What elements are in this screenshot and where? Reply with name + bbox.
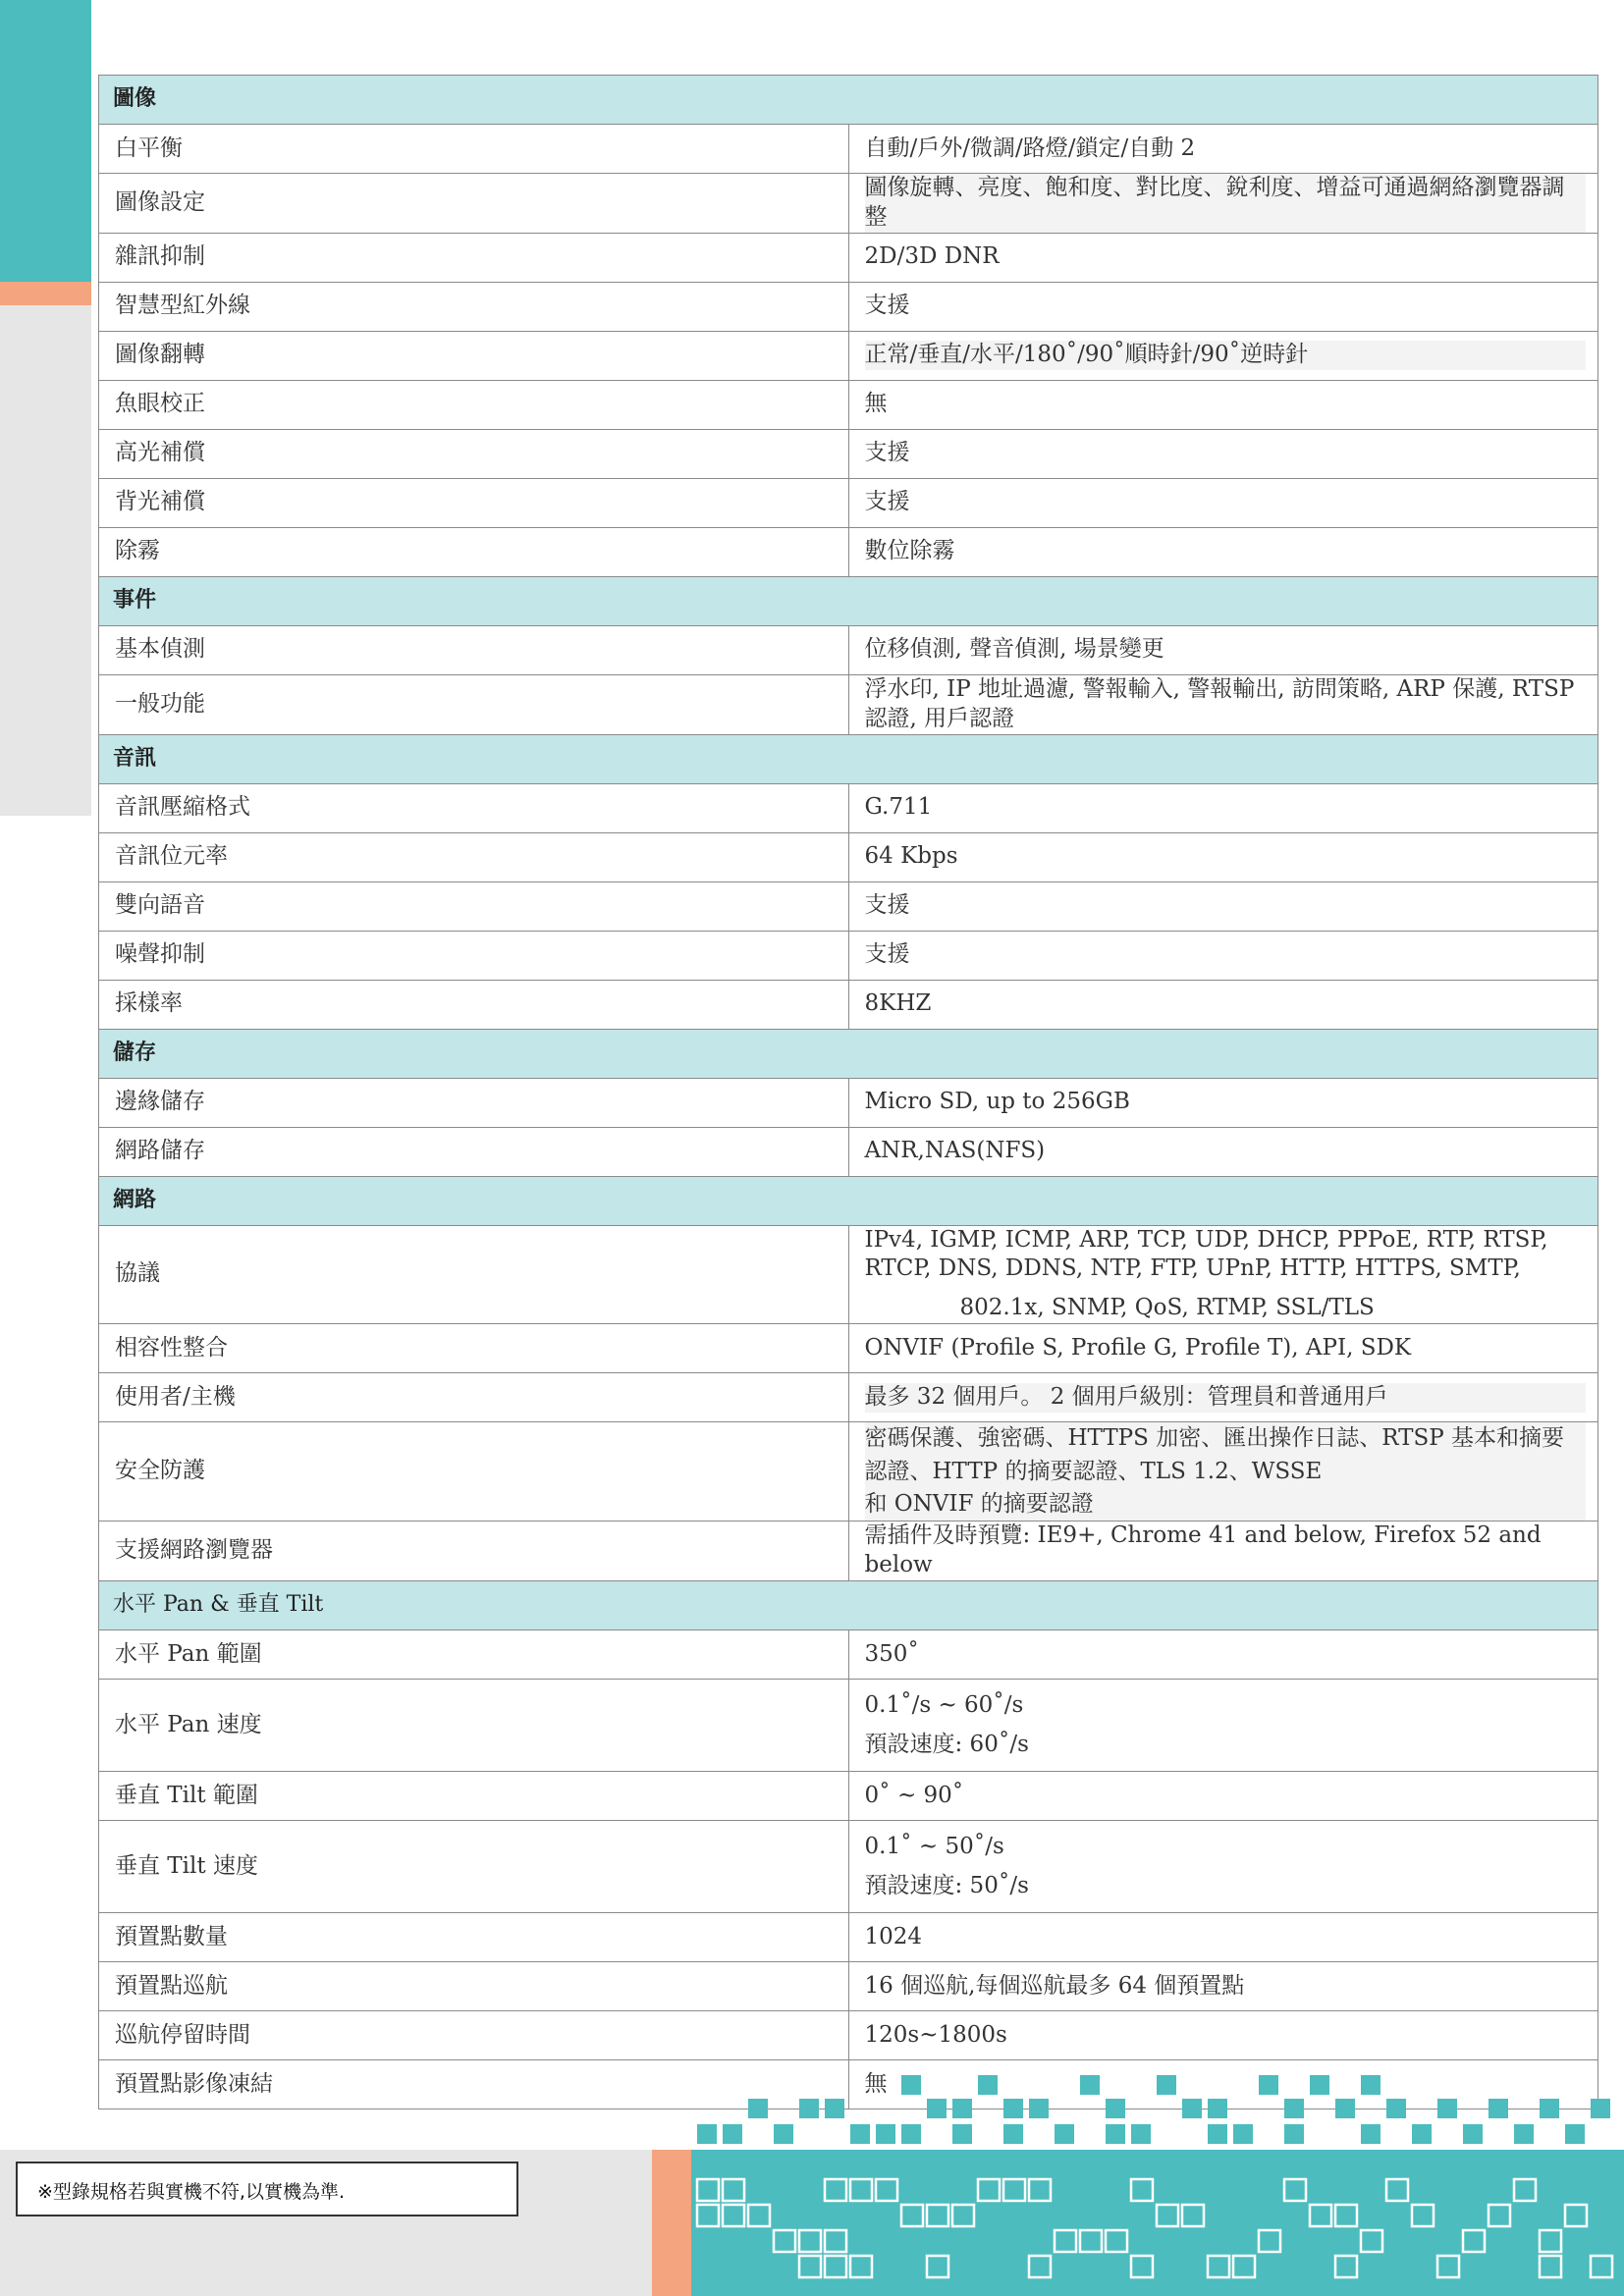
spec-row	[99, 625, 1598, 674]
section-title: 儲存	[99, 1029, 1598, 1078]
spec-label: 雙向語音	[99, 881, 849, 931]
spec-label: 背光補償	[99, 478, 849, 527]
spec-value-cell	[848, 1225, 1598, 1324]
spec-row	[99, 331, 1598, 380]
spec-label: 圖像翻轉	[99, 331, 849, 380]
section-header	[99, 1581, 1598, 1630]
spec-value: 1024	[848, 1913, 1598, 1962]
spec-label: 圖像設定	[99, 174, 849, 234]
spec-label: 智慧型紅外線	[99, 282, 849, 331]
section-header	[99, 734, 1598, 783]
spec-label: 水平 Pan 速度	[99, 1680, 849, 1772]
spec-label: 巡航停留時間	[99, 2011, 849, 2060]
spec-label: 水平 Pan 範圍	[99, 1630, 849, 1680]
spec-value: 密碼保護、強密碼、HTTPS 加密、匯出操作日誌、RTSP 基本和摘要認證、HTTP 的摘要認證、TLS 1.2、WSSE	[864, 1425, 1565, 1484]
spec-label: 除霧	[99, 527, 849, 576]
spec-value: 2D/3D DNR	[848, 233, 1598, 282]
spec-row	[99, 1680, 1598, 1772]
spec-label: 雜訊抑制	[99, 233, 849, 282]
spec-value-cell	[848, 1422, 1598, 1522]
spec-label: 一般功能	[99, 674, 849, 734]
spec-row	[99, 478, 1598, 527]
spec-label: 邊緣儲存	[99, 1078, 849, 1127]
spec-label: 垂直 Tilt 速度	[99, 1821, 849, 1913]
spec-row	[99, 1324, 1598, 1373]
section-title: 音訊	[99, 734, 1598, 783]
spec-row	[99, 980, 1598, 1029]
spec-value: G.711	[848, 783, 1598, 832]
spec-label: 預置點巡航	[99, 1962, 849, 2011]
spec-value-continued: 和 ONVIF 的摘要認證	[864, 1490, 1094, 1517]
section-header	[99, 1176, 1598, 1225]
spec-row	[99, 1821, 1598, 1913]
spec-label: 採樣率	[99, 980, 849, 1029]
spec-value-cell	[848, 1373, 1598, 1422]
spec-row	[99, 832, 1598, 881]
spec-value: 支援	[848, 881, 1598, 931]
spec-value: 正常/垂直/水平/180˚/90˚順時針/90˚逆時針	[865, 341, 1587, 370]
disclaimer-note: ※型錄規格若與實機不符,以實機為準.	[16, 2162, 518, 2216]
spec-value: 支援	[848, 429, 1598, 478]
spec-label: 白平衡	[99, 125, 849, 174]
spec-value: 0˚ ~ 90˚	[848, 1772, 1598, 1821]
spec-value: ANR,NAS(NFS)	[848, 1127, 1598, 1176]
pixel-grid-decoration	[677, 2061, 1624, 2296]
spec-row	[99, 931, 1598, 980]
spec-label: 預置點影像凍結	[99, 2060, 849, 2109]
spec-row	[99, 174, 1598, 234]
decor-orange-band	[0, 282, 91, 305]
spec-value: 位移偵測, 聲音偵測, 場景變更	[848, 625, 1598, 674]
spec-value: 無	[848, 380, 1598, 429]
spec-value: 0.1˚ ~ 50˚/s	[864, 1833, 1004, 1859]
spec-label: 噪聲抑制	[99, 931, 849, 980]
spec-row	[99, 783, 1598, 832]
spec-value: 支援	[848, 282, 1598, 331]
spec-value: Micro SD, up to 256GB	[848, 1078, 1598, 1127]
spec-label: 支援網路瀏覽器	[99, 1522, 849, 1581]
spec-row	[99, 881, 1598, 931]
spec-value: 350˚	[848, 1630, 1598, 1680]
spec-value: 自動/戶外/微調/路燈/鎖定/自動 2	[848, 125, 1598, 174]
spec-row	[99, 1962, 1598, 2011]
spec-table	[98, 75, 1598, 2109]
spec-row	[99, 380, 1598, 429]
spec-row	[99, 125, 1598, 174]
spec-value: 需插件及時預覽: IE9+, Chrome 41 and below, Firefox 52 and below	[848, 1522, 1598, 1581]
spec-row	[99, 1078, 1598, 1127]
section-header	[99, 1029, 1598, 1078]
spec-value-cell	[848, 174, 1598, 234]
spec-label: 音訊位元率	[99, 832, 849, 881]
section-title: 事件	[99, 576, 1598, 625]
spec-row	[99, 1522, 1598, 1581]
spec-value-cell	[848, 1821, 1598, 1913]
section-title: 網路	[99, 1176, 1598, 1225]
spec-label: 音訊壓縮格式	[99, 783, 849, 832]
spec-row	[99, 674, 1598, 734]
spec-value-continued: 802.1x, SNMP, QoS, RTMP, SSL/TLS	[959, 1295, 1375, 1321]
spec-label: 高光補償	[99, 429, 849, 478]
spec-value: 16 個巡航,每個巡航最多 64 個預置點	[848, 1962, 1598, 2011]
spec-label: 安全防護	[99, 1422, 849, 1522]
spec-row	[99, 2011, 1598, 2060]
spec-value: 最多 32 個用戶。 2 個用戶級別：管理員和普通用戶	[865, 1383, 1587, 1413]
spec-row	[99, 1913, 1598, 1962]
spec-value: IPv4, IGMP, ICMP, ARP, TCP, UDP, DHCP, PPPoE, RTP, RTSP, RTCP, DNS, DDNS, NTP, FTP, UPnP, HTTP, HTTPS, SMTP,	[864, 1226, 1548, 1282]
spec-row	[99, 1225, 1598, 1324]
section-title: 圖像	[99, 76, 1598, 125]
spec-value-cell	[848, 1680, 1598, 1772]
decor-grey-band	[0, 305, 91, 816]
spec-label: 協議	[99, 1225, 849, 1324]
spec-label: 網路儲存	[99, 1127, 849, 1176]
spec-label: 垂直 Tilt 範圍	[99, 1772, 849, 1821]
spec-row	[99, 429, 1598, 478]
spec-value: 浮水印, IP 地址過濾, 警報輸入, 警報輸出, 訪問策略, ARP 保護, RTSP 認證, 用戶認證	[848, 674, 1598, 734]
spec-row	[99, 282, 1598, 331]
spec-row	[99, 1772, 1598, 1821]
decor-teal-band	[0, 0, 91, 282]
spec-value-continued: 預設速度: 50˚/s	[864, 1872, 1029, 1898]
spec-label: 使用者/主機	[99, 1373, 849, 1422]
spec-label: 魚眼校正	[99, 380, 849, 429]
spec-value: 圖像旋轉、亮度、飽和度、對比度、銳利度、增益可通過網絡瀏覽器調整	[865, 174, 1587, 233]
spec-value-cell	[848, 331, 1598, 380]
spec-label: 相容性整合	[99, 1324, 849, 1373]
spec-value: 64 Kbps	[848, 832, 1598, 881]
spec-row	[99, 1373, 1598, 1422]
spec-value: 數位除霧	[848, 527, 1598, 576]
spec-value: 8KHZ	[848, 980, 1598, 1029]
spec-value: 無	[848, 2060, 1598, 2109]
spec-row	[99, 1630, 1598, 1680]
spec-value: ONVIF (Profile S, Profile G, Profile T), API, SDK	[848, 1324, 1598, 1373]
spec-value: 支援	[848, 931, 1598, 980]
section-title: 水平 Pan & 垂直 Tilt	[99, 1581, 1598, 1630]
spec-value: 支援	[848, 478, 1598, 527]
spec-value: 0.1˚/s ~ 60˚/s	[864, 1691, 1024, 1718]
spec-value-block	[865, 1422, 1587, 1521]
spec-row	[99, 233, 1598, 282]
spec-row	[99, 527, 1598, 576]
spec-row	[99, 1422, 1598, 1522]
spec-label: 預置點數量	[99, 1913, 849, 1962]
spec-value: 120s~1800s	[848, 2011, 1598, 2060]
spec-label: 基本偵測	[99, 625, 849, 674]
spec-row	[99, 1127, 1598, 1176]
section-header	[99, 76, 1598, 125]
section-header	[99, 576, 1598, 625]
spec-value-continued: 預設速度: 60˚/s	[864, 1731, 1029, 1757]
